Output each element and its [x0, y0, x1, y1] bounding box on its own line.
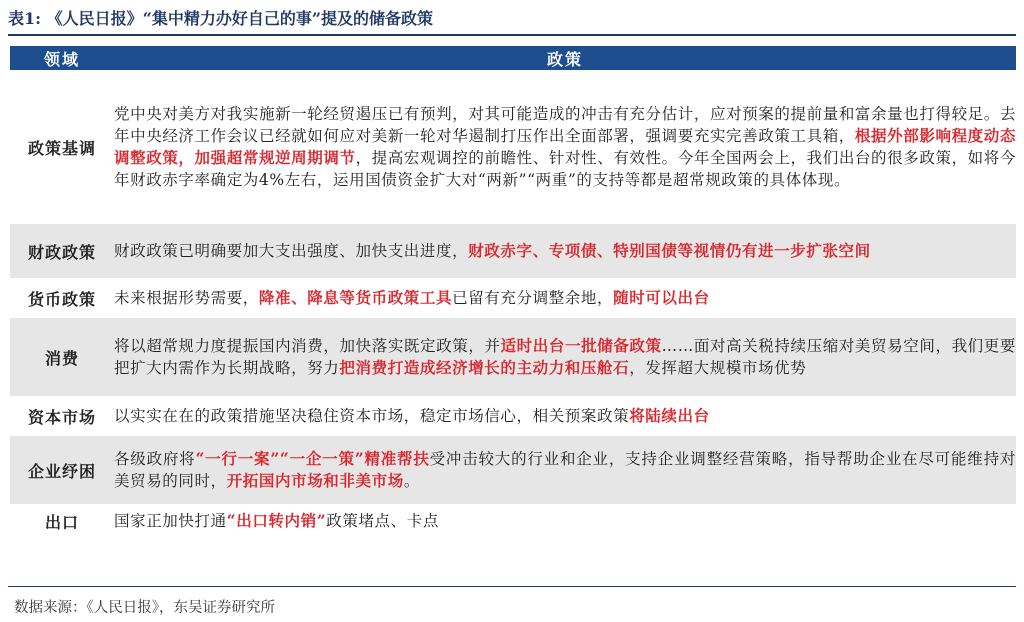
- row-policy-text: [114, 436, 1016, 504]
- highlighted-text: 把消费打造成经济增长的主动力和压舱石: [339, 358, 630, 377]
- header-domain: 领域: [10, 46, 114, 70]
- title-divider: [8, 34, 1016, 36]
- row-policy-text: [114, 70, 1016, 224]
- table-title: 表1: 《人民日报》“集中精力办好自己的事”提及的储备政策: [8, 9, 434, 28]
- policy-table: [10, 46, 1016, 538]
- row-policy-text: [114, 224, 1016, 278]
- policy-text-segment: 未来根据形势需要，: [114, 289, 259, 307]
- policy-text-segment: 各级政府将: [114, 450, 196, 468]
- row-domain-label: 资本市场: [27, 407, 96, 427]
- highlighted-text: 财政赤字、专项债、特别国债等视情仍有进一步扩张空间: [468, 241, 871, 260]
- row-policy-text: [114, 504, 1016, 538]
- table-header-row: [10, 46, 1016, 70]
- policy-text-segment: 。: [403, 472, 420, 490]
- table-body: [10, 70, 1016, 538]
- highlighted-text: 开拓国内市场和非美市场: [226, 471, 404, 490]
- table-row: [10, 278, 1016, 318]
- table-row: [10, 70, 1016, 224]
- row-domain-label: 企业纾困: [10, 436, 114, 504]
- policy-text-segment: ……面对高关税持续压缩对美贸易空间，我们更要把扩大内需作为长期战略，努力: [114, 337, 1016, 377]
- row-policy-text: [114, 278, 1016, 318]
- policy-text-segment: 政策堵点、卡点: [326, 512, 439, 530]
- row-domain-label: 出口: [44, 512, 79, 532]
- highlighted-text: 随时可以出台: [613, 288, 710, 307]
- policy-text-segment: ，提高宏观调控的前瞻性、针对性、有效性。今年全国两会上，我们出台的很多政策，如将今年财政赤字率确定为4%左右，运用国债资金扩大对“两新”“两重”的支持等都是超常规政策的具体体现。: [114, 149, 1016, 189]
- highlighted-text: “一行一案”“一企一策”精准帮扶: [195, 449, 430, 468]
- row-domain-label: 财政政策: [10, 224, 114, 278]
- table-row: [10, 504, 1016, 538]
- policy-text-segment: ，发挥超大规模市场优势: [629, 359, 807, 377]
- policy-text-segment: 国家正加快打通: [114, 512, 227, 530]
- highlighted-text: 根据外部影响程度动态调整政策，加强超常规逆周期调节: [114, 126, 1016, 167]
- row-policy-text: [114, 396, 1016, 436]
- row-domain-label: 消费: [10, 318, 114, 396]
- policy-text-segment: 受冲击较大的行业和企业，支持企业调整经营策略，指导帮助企业在尽可能维持对美贸易的同时，: [114, 450, 1016, 490]
- row-domain-label: 货币政策: [27, 289, 96, 309]
- table-row: [10, 318, 1016, 396]
- header-policy: 政策: [114, 46, 1016, 70]
- policy-text-segment: 将以超常规力度提振国内消费，加快落实既定政策，并: [114, 337, 501, 355]
- highlighted-text: 将陆续出台: [629, 406, 710, 425]
- table-row: [10, 224, 1016, 278]
- highlighted-text: 适时出台一批储备政策: [500, 336, 662, 355]
- policy-text-segment: 财政政策已明确要加大支出强度、加快支出进度，: [114, 242, 469, 260]
- policy-text-segment: 党中央对美方对我实施新一轮经贸遏压已有预判，对其可能造成的冲击有充分估计，应对预案的提前量和富余量也打得较足。去年中央经济工作会议已经就如何应对美新一轮对华遏制打压作出全面部署，强调要充实完善政策工具箱，: [114, 105, 1016, 145]
- table-row: [10, 436, 1016, 504]
- bottom-divider: [8, 586, 1016, 587]
- row-policy-text: [114, 318, 1016, 396]
- table-row: [10, 396, 1016, 436]
- row-domain-label: 政策基调: [27, 138, 96, 158]
- policy-text-segment: 以实实在在的政策措施坚决稳住资本市场，稳定市场信心，相关预案政策: [114, 407, 630, 425]
- policy-text-segment: 已留有充分调整余地，: [452, 289, 614, 307]
- source-note: 数据来源：《人民日报》，东吴证券研究所: [14, 600, 275, 616]
- highlighted-text: 降准、降息等货币政策工具: [258, 288, 453, 307]
- highlighted-text: “出口转内销”: [226, 511, 327, 530]
